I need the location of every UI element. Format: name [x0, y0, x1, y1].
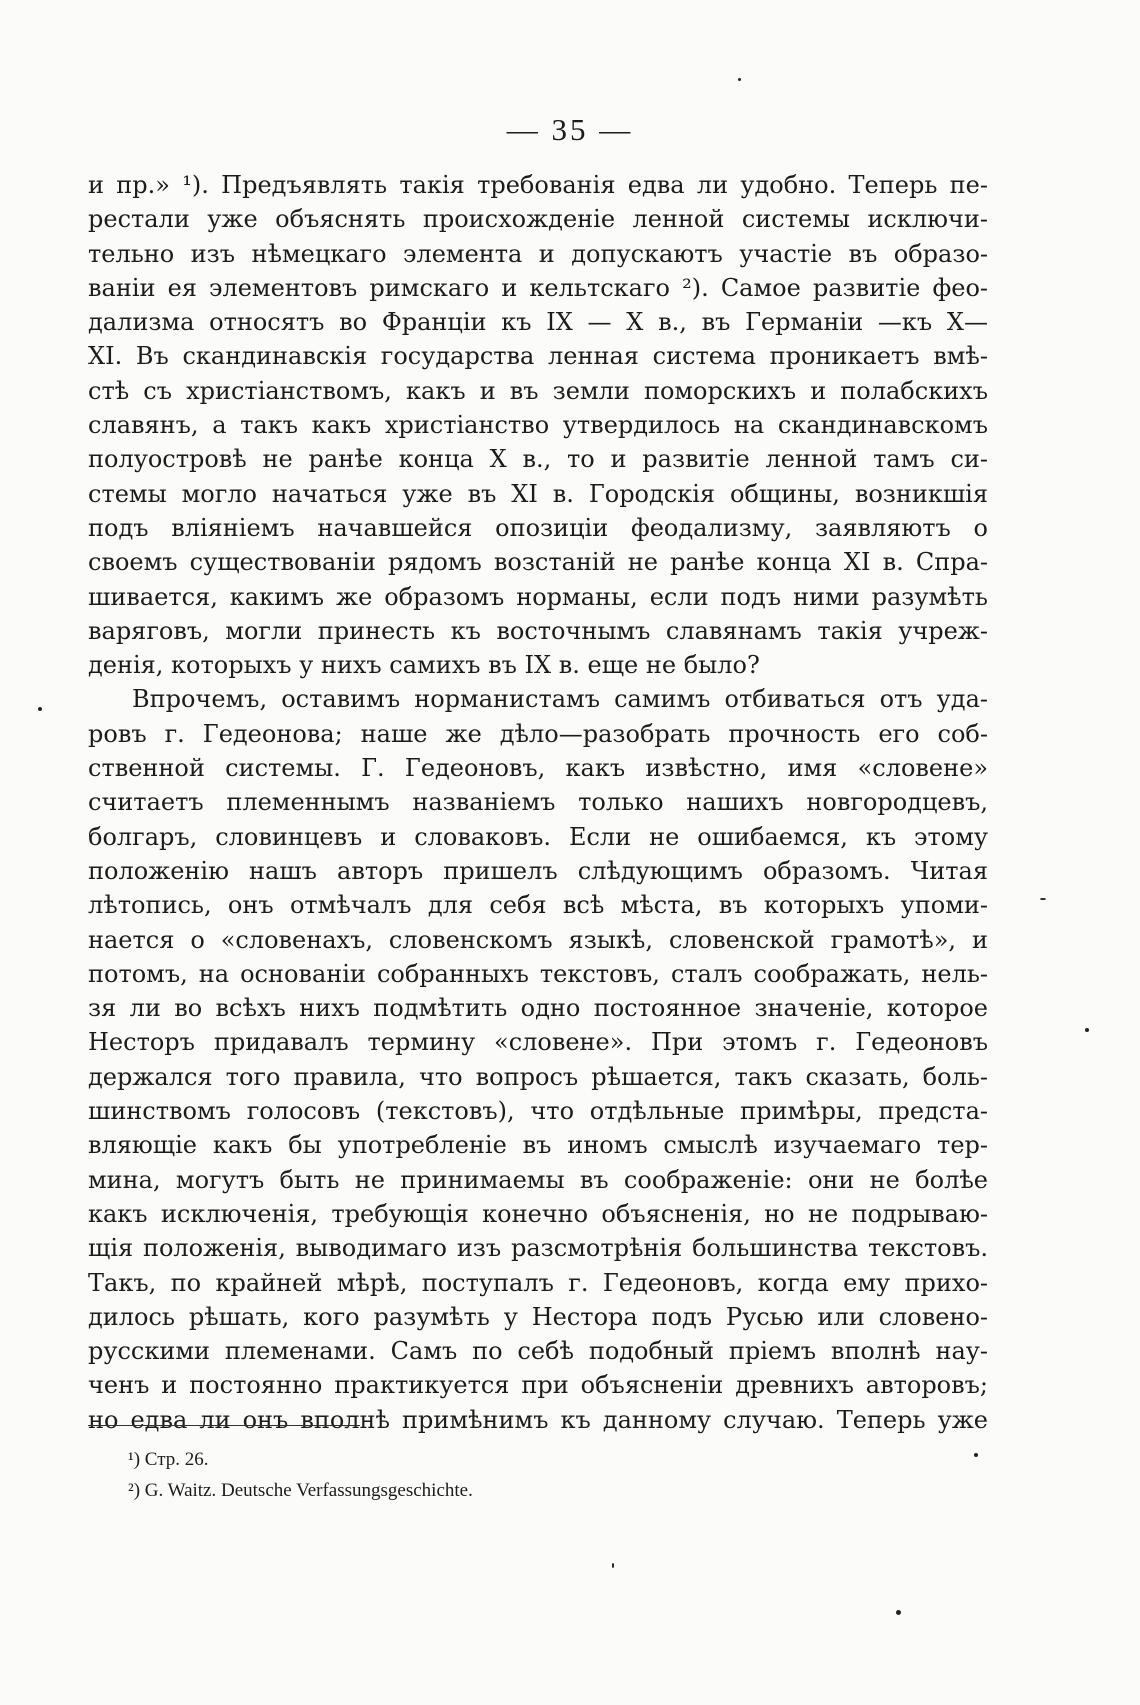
text-line: русскими племенами. Самъ по себѣ подобный пріемъ вполнѣ нау- [88, 1337, 988, 1366]
text-line: нается о «словенахъ, словенскомъ языкѣ, словенской грамотѣ», и [88, 925, 988, 954]
scan-speck [1085, 1028, 1089, 1032]
scan-speck [612, 1563, 614, 1568]
scan-speck [738, 78, 741, 81]
text-line: положенію нашъ авторъ пришелъ слѣдующимъ образомъ. Читая [88, 856, 988, 885]
text-line: зя ли во всѣхъ нихъ подмѣтить одно постоянное значеніе, которое [88, 994, 988, 1023]
scan-speck [38, 707, 42, 711]
text-line: ровъ г. Гедеонова; наше же дѣло—разобрать прочность его соб- [88, 719, 988, 748]
text-line: шинствомъ голосовъ (текстовъ), что отдѣльные примѣры, предста- [88, 1097, 988, 1126]
text-line: вляющіе какъ бы употребленіе въ иномъ смыслѣ изучаемаго тер- [88, 1131, 988, 1160]
text-line: мина, могутъ быть не принимаемы въ соображеніе: они не болѣе [88, 1165, 988, 1194]
text-line: ваніи ея элементовъ римскаго и кельтскаго ²). Самое развитіе феo- [88, 273, 988, 302]
scan-speck [896, 1610, 901, 1615]
text-line: и пр.» ¹). Предъявлять такія требованія едва ли удобно. Теперь пе- [88, 171, 988, 199]
text-line: ственной системы. Г. Гедеоновъ, какъ извѣстно, имя «словене» [88, 754, 988, 783]
text-line: ченъ и постоянно практикуется при объясненіи древнихъ авторовъ; [88, 1371, 988, 1400]
text-line: Впрочемъ, оставимъ норманистамъ самимъ отбиваться отъ уда- [132, 685, 988, 714]
text-line: считаетъ племеннымъ названіемъ только нашихъ новгородцевъ, [88, 788, 988, 817]
text-line: рестали уже объяснять происхожденіе ленной системы исключи- [88, 205, 988, 234]
footnote: ¹) Стр. 26. [128, 1449, 209, 1470]
footnotes [128, 1444, 828, 1506]
scan-speck [1040, 898, 1046, 900]
footnote: ²) G. Waitz. Deutsche Verfassungsgeschichte. [128, 1480, 473, 1501]
text-line: шивается, какимъ же образомъ норманы, если подъ ними разумѣть [88, 582, 988, 611]
text-line: полуостровѣ не ранѣе конца X в., то и развитіе ленной тамъ си- [88, 445, 988, 474]
page-number: — 35 — [506, 112, 634, 147]
text-line: щія положенія, выводимаго изъ разсмотрѣнія большинства текстовъ. [88, 1234, 988, 1263]
text-line: славянъ, а такъ какъ христіанство утвердилось на скандинавскомъ [88, 411, 988, 440]
text-line: лѣтопись, онъ отмѣчалъ для себя всѣ мѣста, въ которыхъ упоми- [88, 891, 988, 920]
text-line: Несторъ придавалъ термину «словене». При этомъ г. Гедеоновъ [88, 1028, 988, 1057]
text-line: какъ исключенія, требующія конечно объясненія, но не подрываю- [88, 1199, 988, 1228]
text-line: дилось рѣшать, кого разумѣть у Нестора подъ Русью или словено- [88, 1302, 988, 1331]
paragraph [88, 682, 988, 1437]
text-line: болгаръ, словинцевъ и словаковъ. Если не ошибаемся, къ этому [88, 822, 988, 851]
text-line: XI. Въ скандинавскія государства ленная система проникаетъ вмѣ- [88, 342, 988, 371]
text-line: дализма относятъ во Франціи къ IX — X в., въ Германіи —къ X— [88, 308, 988, 337]
text-line: своемъ существованіи рядомъ возстаній не ранѣе конца XI в. Спра- [88, 548, 988, 577]
footnote-divider [88, 1425, 360, 1426]
text-line: тельно изъ нѣмецкаго элемента и допускаютъ участіе въ образо- [88, 239, 988, 268]
text-line: денія, которыхъ у нихъ самихъ въ IX в. еще не было? [88, 651, 760, 680]
paragraph [88, 168, 988, 682]
text-line: но едва ли онъ вполнѣ примѣнимъ къ данному случаю. Теперь уже [88, 1405, 988, 1434]
text-line: варяговъ, могли принесть къ восточнымъ славянамъ такія учреж- [88, 616, 988, 645]
text-line: стѣ съ христіанствомъ, какъ и въ земли поморскихъ и полабскихъ [88, 376, 988, 405]
body-text [88, 168, 988, 1437]
text-line: Такъ, по крайней мѣрѣ, поступалъ г. Гедеоновъ, когда ему прихо- [88, 1268, 988, 1297]
text-line: подъ вліяніемъ начавшейся опозиціи феодализму, заявляютъ о [88, 513, 988, 542]
text-line: держался того правила, что вопросъ рѣшается, такъ сказать, боль- [88, 1062, 988, 1091]
scan-speck [974, 1453, 978, 1457]
text-line: потомъ, на основаніи собранныхъ текстовъ, сталъ соображать, нель- [88, 959, 988, 988]
text-line: стемы могло начаться уже въ XI в. Городскія общины, возникшія [88, 479, 988, 508]
